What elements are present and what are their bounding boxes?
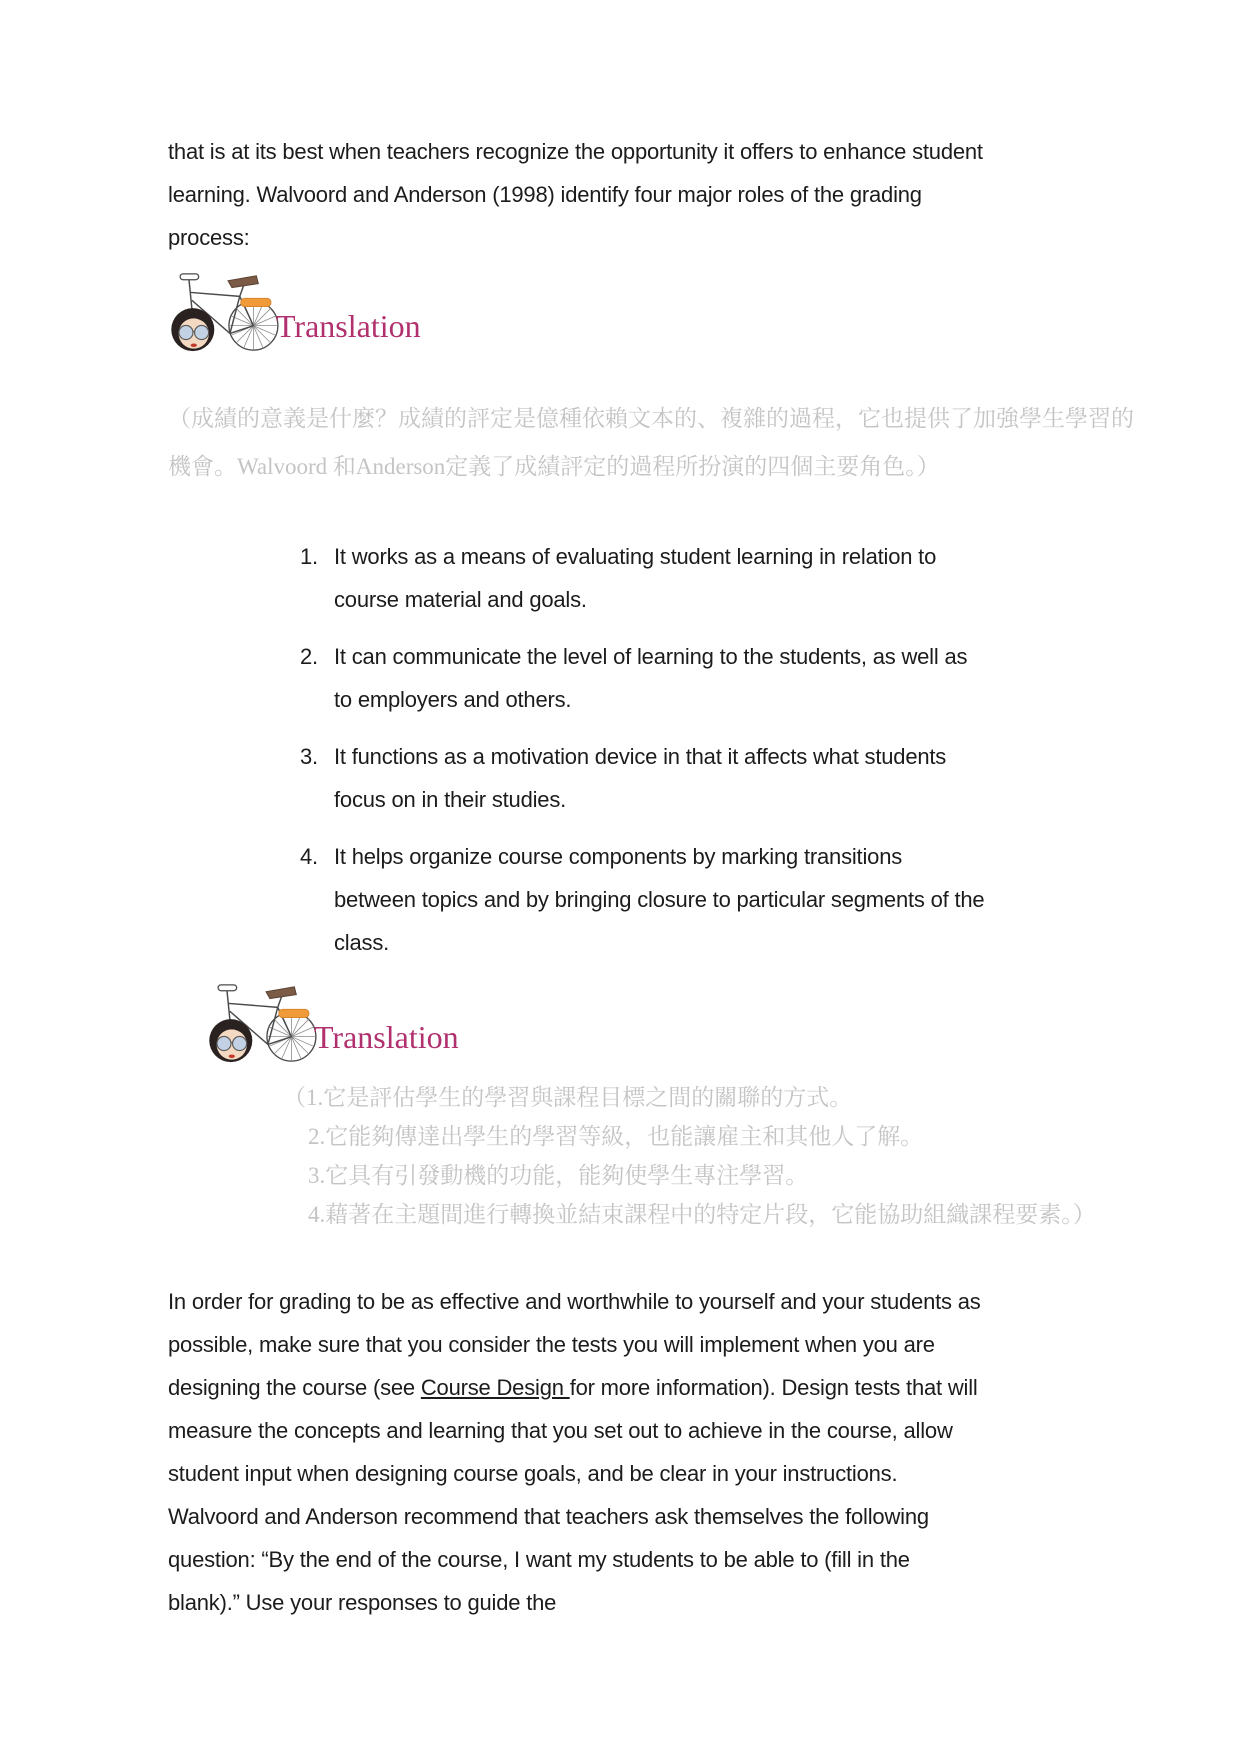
translation-note-line: 機會。Walvoord 和Anderson定義了成績評定的過程所扮演的四個主要角色。） (168, 454, 940, 479)
closing-paragraph-text-before-link: In order for grading to be as effective and worthwhile to yourself and your students as possible, make sure that you consider the tests you will implement when you are designing the course (see (168, 1289, 981, 1400)
list-item-number: 3. (300, 744, 318, 769)
list-item (300, 635, 1080, 721)
list-item (300, 535, 1080, 621)
intro-paragraph: that is at its best when teachers recognize the opportunity it offers to enhance student learning. Walvoord and Anderson (1998) identify four major roles of the grading process: (168, 139, 983, 250)
translation-note-line: 4.藉著在主題間進行轉換並結束課程中的特定片段，它能協助組織課程要素。） (308, 1202, 1096, 1227)
list-item-number: 1. (300, 544, 318, 569)
translation-note-line: 2.它能夠傳達出學生的學習等級，也能讓雇主和其他人了解。 (308, 1124, 924, 1149)
translation-note-line: 3.它具有引發動機的功能，能夠使學生專注學習。 (308, 1163, 809, 1188)
list-item-text: It can communicate the level of learning to the students, as well as to employers and others. (334, 644, 968, 712)
translation-bicycle-icon (168, 267, 288, 355)
translation-note-line: （成績的意義是什麼？成績的評定是億種依賴文本的、複雜的過程，它也提供了加強學生學習的 (168, 406, 1134, 431)
translation-logo (206, 978, 1080, 1066)
list-item (300, 835, 1080, 964)
translation-note-line: （1.它是評估學生的學習與課程目標之間的關聯的方式。 (283, 1085, 853, 1110)
translation-label: Translation (276, 308, 421, 344)
chinese-translation-note-1 (168, 395, 1134, 491)
translation-label: Translation (314, 1019, 459, 1055)
list-item-text: It functions as a motivation device in that it affects what students focus on in their studies. (334, 744, 947, 812)
closing-paragraph-text-after-link: for more information). Design tests that will measure the concepts and learning that you set out to achieve in the course, allow student input when designing course goals, and be clear in your instructions. Walvoord and Anderson recommend that teachers ask themselves the following question: “By the end of the course, I want my students to be able to (fill in the blank).” Use your responses to guide the (168, 1375, 978, 1615)
grading-roles-list (168, 535, 1080, 964)
course-design-link[interactable]: Course Design (420, 1375, 570, 1400)
translation-logo (168, 267, 1080, 355)
list-item (300, 735, 1080, 821)
list-item-text: It helps organize course components by marking transitions between topics and by bringing closure to particular segments of the class. (334, 844, 985, 955)
list-item-number: 2. (300, 644, 318, 669)
list-item-text: It works as a means of evaluating student learning in relation to course material and goals. (334, 544, 937, 612)
chinese-translation-note-2 (283, 1078, 1096, 1234)
list-item-number: 4. (300, 844, 318, 869)
translation-bicycle-icon (206, 978, 326, 1066)
closing-paragraph (168, 1280, 983, 1624)
